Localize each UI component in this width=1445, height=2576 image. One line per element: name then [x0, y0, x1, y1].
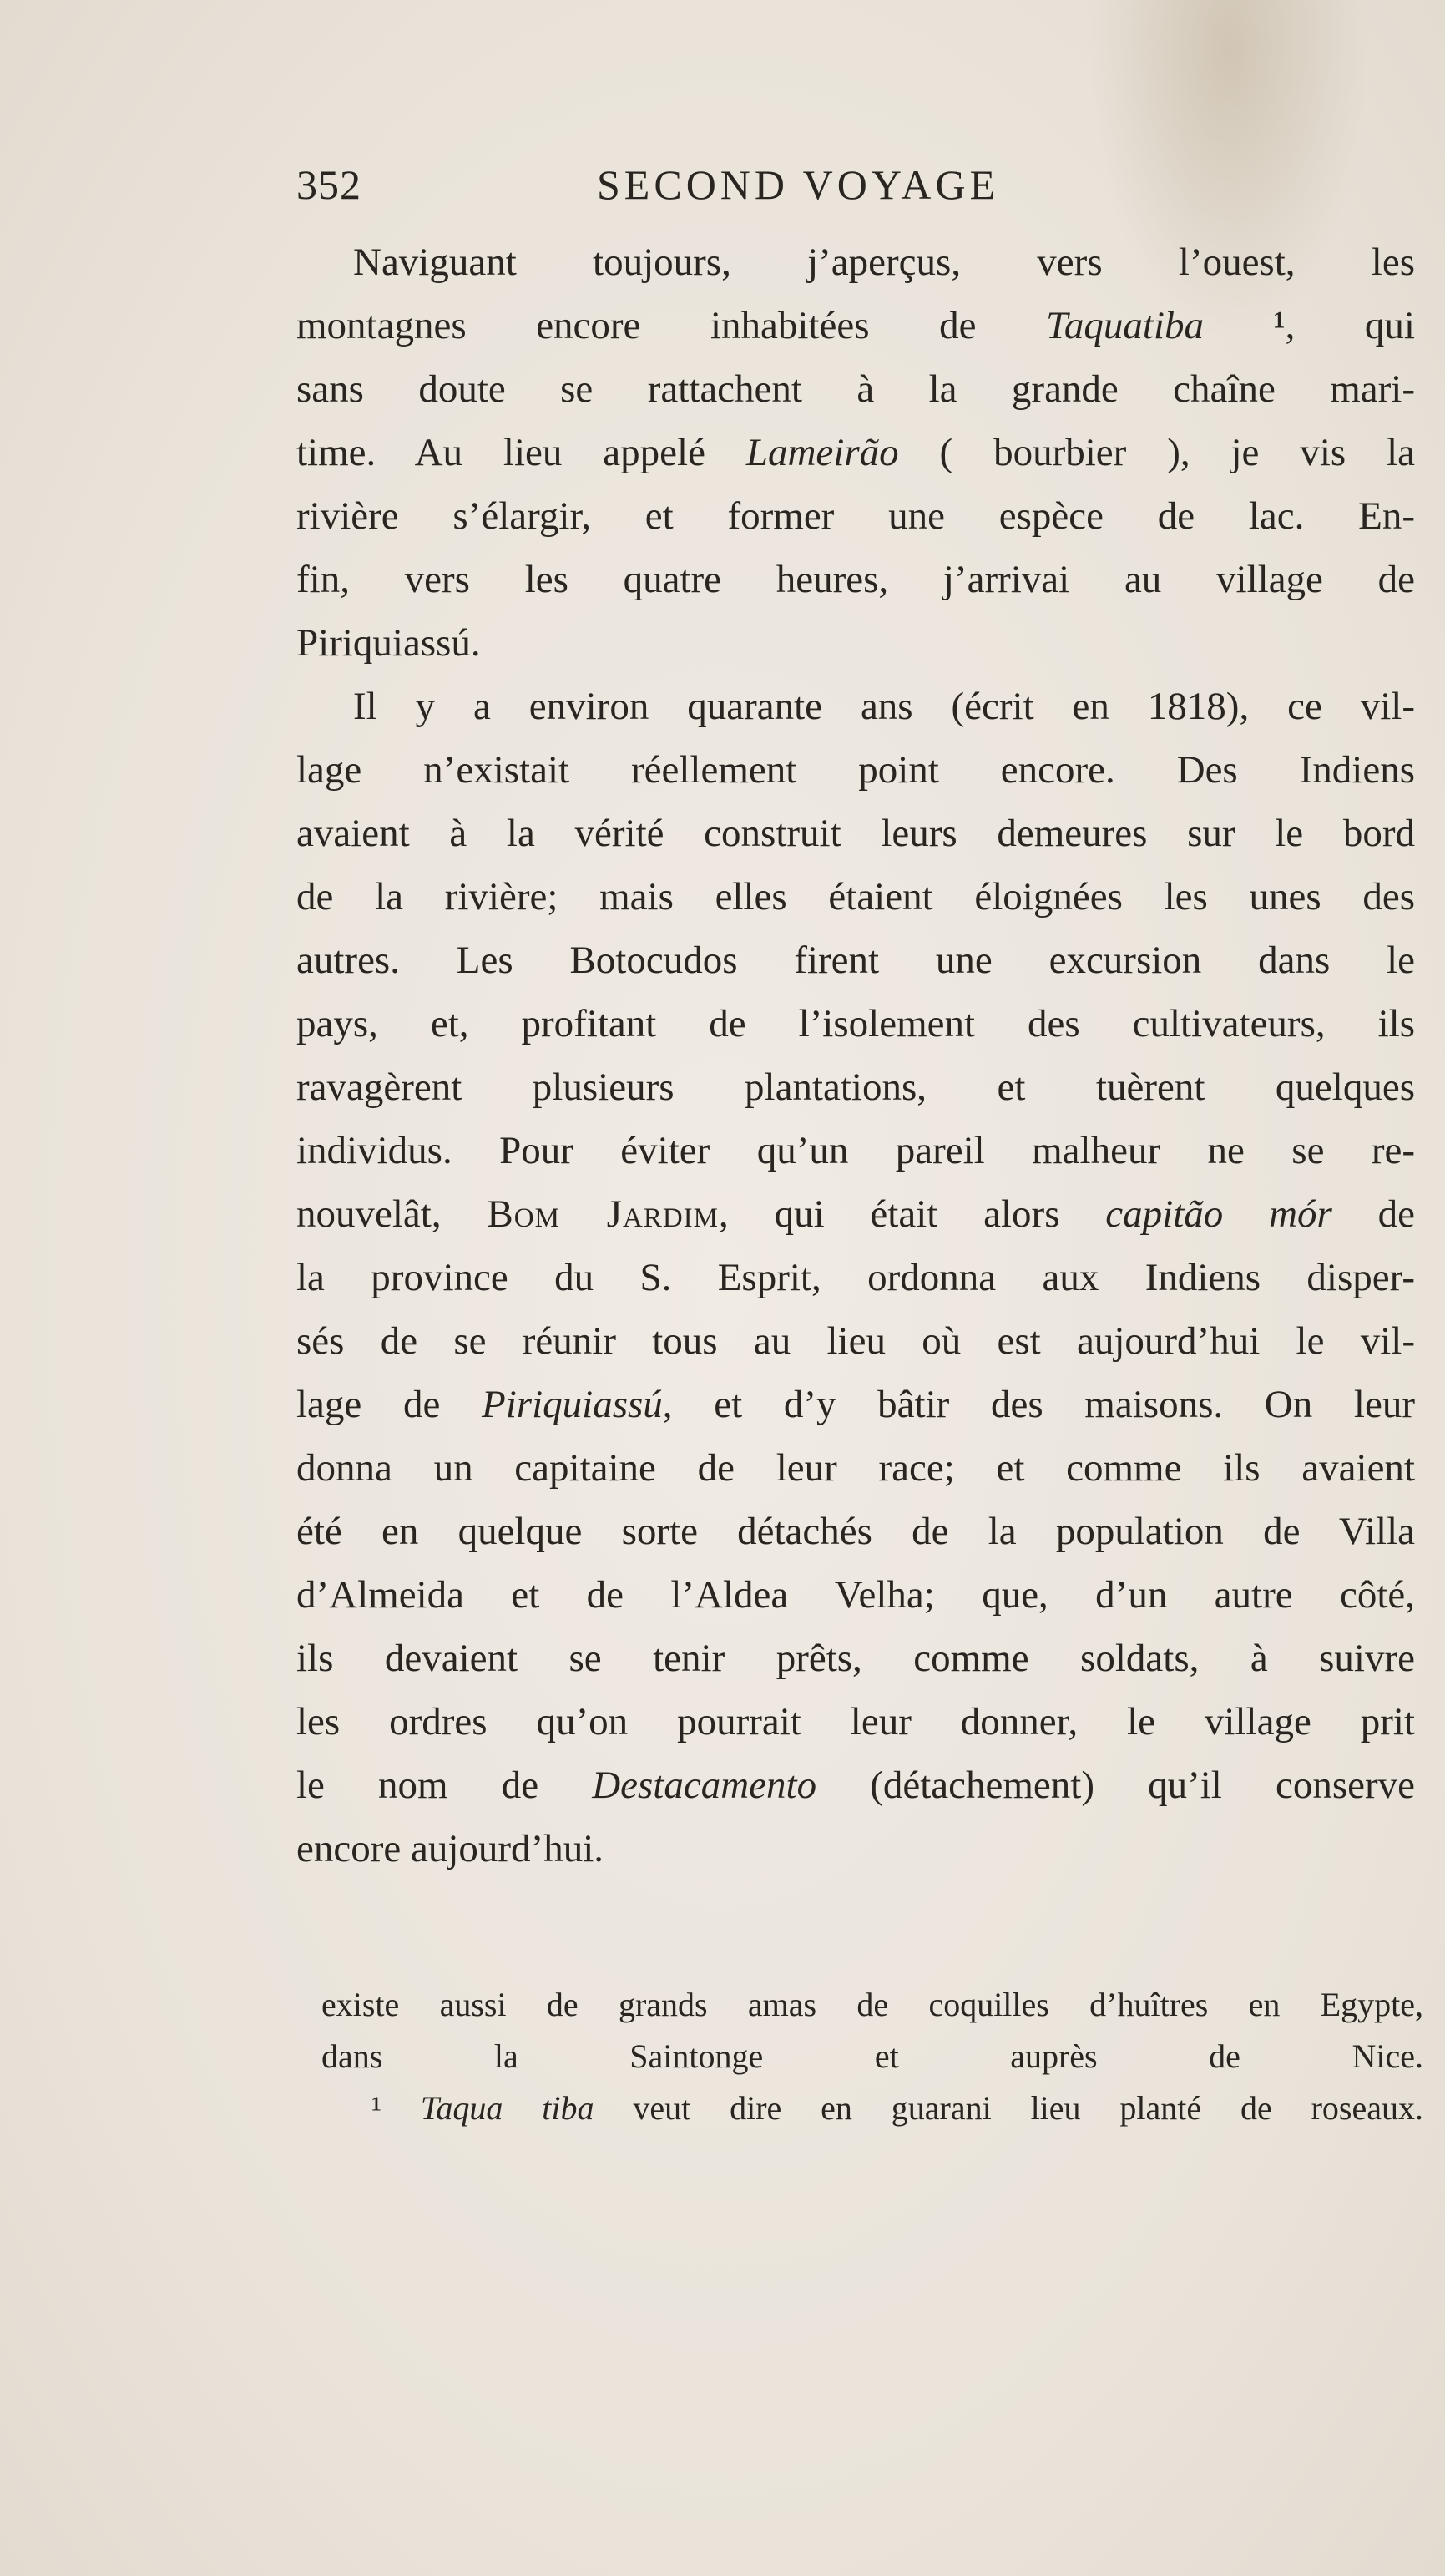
text-run: , qui était alors: [719, 1192, 1106, 1236]
footnote-1: [321, 2083, 1423, 2134]
text-line: [296, 421, 1415, 484]
text-line: été en quelque sorte détachés de la population de Villa: [296, 1510, 1415, 1553]
italic-place-name: Lameirão: [745, 431, 899, 474]
text-line: les ordres qu’on pourrait leur donner, le village prit: [296, 1700, 1415, 1743]
body-text: [296, 230, 1415, 1880]
text-run: le nom de: [296, 1764, 593, 1807]
text-line: encore aujourd’hui.: [296, 1827, 604, 1870]
paragraph-1: [296, 230, 1415, 675]
page-number: 352: [296, 161, 361, 208]
text-line: individus. Pour éviter qu’un pareil malheur ne se re-: [296, 1129, 1415, 1172]
text-line: d’Almeida et de l’Aldea Velha; que, d’un autre côté,: [296, 1573, 1415, 1617]
text-run: , et d’y bâtir des maisons. On leur: [662, 1383, 1415, 1426]
text-line: sans doute se rattachent à la grande chaîne mari-: [296, 367, 1415, 411]
text-line: [296, 294, 1415, 357]
italic-place-name: Piriquiassú: [482, 1383, 663, 1426]
text-line: lage n’existait réellement point encore. Des Indiens: [296, 748, 1415, 792]
small-caps-name: Bom Jardim: [487, 1192, 720, 1236]
text-line: Il y a environ quarante ans (écrit en 1818), ce vil-: [353, 685, 1415, 728]
text-line: ils devaient se tenir prêts, comme soldats, à suivre: [296, 1637, 1415, 1680]
text-line: sés de se réunir tous au lieu où est aujourd’hui le vil-: [296, 1319, 1415, 1363]
text-line: [296, 1182, 1415, 1246]
text-run: (détachement) qu’il conserve: [816, 1764, 1415, 1807]
text-line: Naviguant toujours, j’aperçus, vers l’ouest, les: [353, 240, 1415, 284]
text-line: autres. Les Botocudos firent une excursion dans le: [296, 939, 1415, 982]
text-run: de: [1331, 1192, 1415, 1236]
footnotes: [321, 1979, 1423, 2134]
text-run: ¹, qui: [1203, 304, 1415, 347]
text-line: de la rivière; mais elles étaient éloignées les unes des: [296, 875, 1415, 919]
text-line: Piriquiassú.: [296, 621, 481, 665]
footnote-marker: ¹: [371, 2089, 421, 2127]
text-run: lage de: [296, 1383, 483, 1426]
text-line: la province du S. Esprit, ordonna aux Indiens disper-: [296, 1256, 1415, 1299]
text-run: ( bourbier ), je vis la: [898, 431, 1415, 474]
footnote-continuation: existe aussi de grands amas de coquilles d’huîtres en Egypte,: [321, 1986, 1423, 2023]
paragraph-2: [296, 675, 1415, 1880]
text-line: donna un capitaine de leur race; et comme ils avaient: [296, 1446, 1415, 1490]
running-head: [296, 160, 1417, 219]
text-line: pays, et, profitant de l’isolement des cultivateurs, ils: [296, 1002, 1415, 1045]
text-line: rivière s’élargir, et former une espèce de lac. En-: [296, 494, 1415, 538]
text-line: fin, vers les quatre heures, j’arrivai au village de: [296, 558, 1415, 601]
italic-term: Taqua tiba: [420, 2089, 594, 2127]
italic-title: capitão mór: [1105, 1192, 1332, 1236]
italic-place-name: Destacamento: [592, 1764, 817, 1807]
text-run: veut dire en guarani lieu planté de roseaux.: [594, 2089, 1423, 2127]
footnote-continuation: dans la Saintonge et auprès de Nice.: [321, 2037, 1423, 2075]
running-title: SECOND VOYAGE: [597, 161, 1000, 208]
text-line: ravagèrent plusieurs plantations, et tuèrent quelques: [296, 1065, 1415, 1109]
text-run: montagnes encore inhabitées de: [296, 304, 1047, 347]
text-line: avaient à la vérité construit leurs demeures sur le bord: [296, 812, 1415, 855]
italic-place-name: Taquatiba: [1046, 304, 1204, 347]
text-line: [296, 1373, 1415, 1436]
text-run: nouvelât,: [296, 1192, 488, 1236]
text-run: time. Au lieu appelé: [296, 431, 746, 474]
text-line: [296, 1754, 1415, 1817]
